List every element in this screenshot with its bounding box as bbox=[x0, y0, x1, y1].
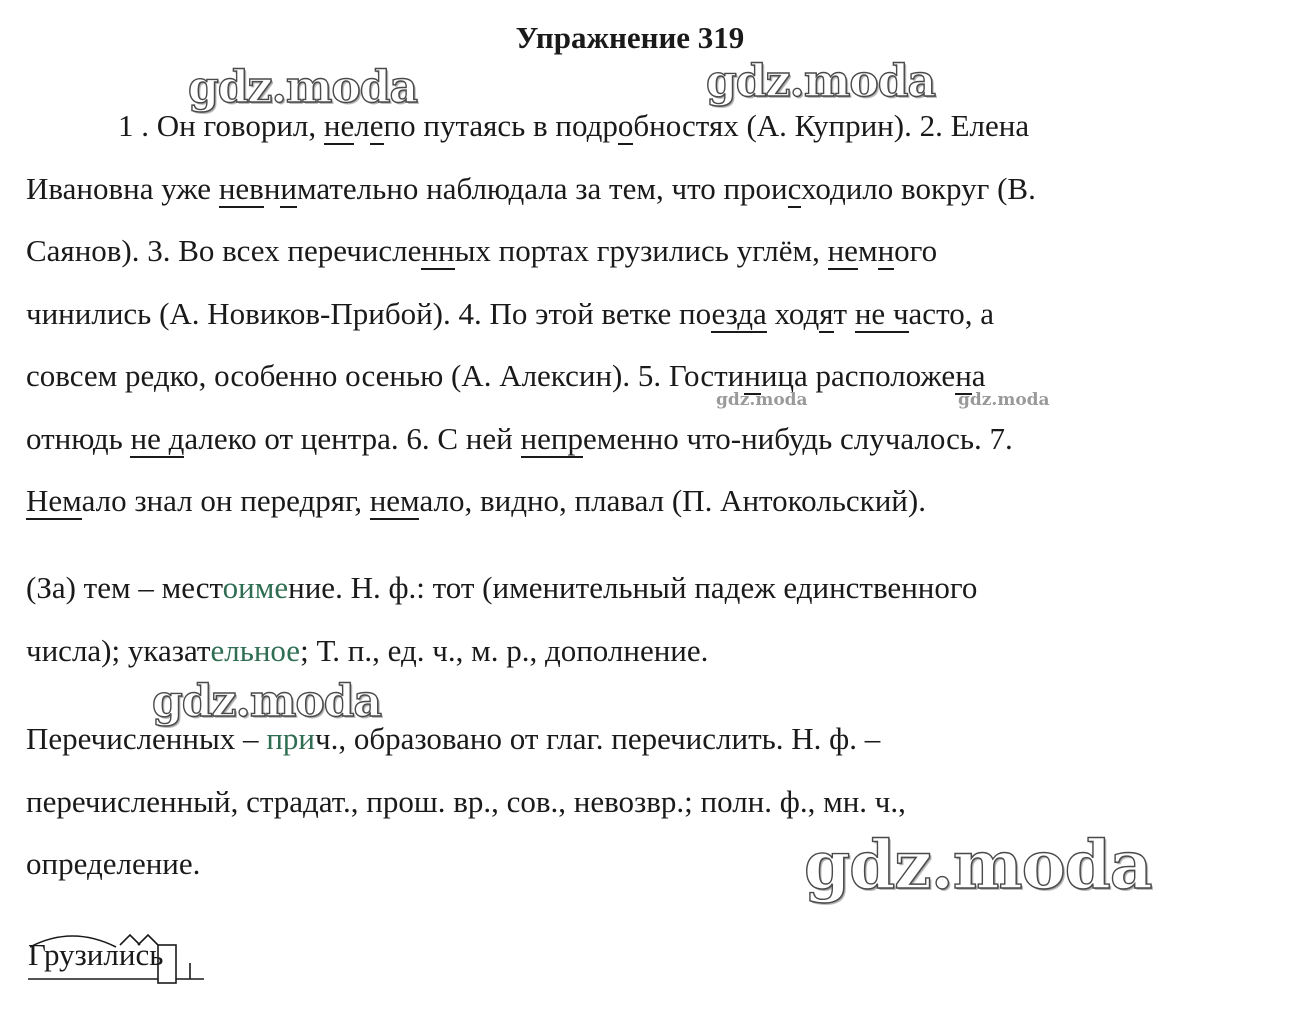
morphemic-word: Грузились bbox=[28, 937, 164, 972]
text-line bbox=[26, 833, 1246, 896]
underlined-orthogram: я bbox=[819, 295, 834, 331]
text-line bbox=[26, 708, 1246, 771]
underlined-orthogram: Нем bbox=[26, 483, 82, 518]
text-line bbox=[26, 283, 1246, 346]
analysis-tem bbox=[26, 557, 1246, 682]
text-segment: Перечисленных – bbox=[26, 721, 267, 756]
text-segment: мательно наблюдала за тем, что прои bbox=[297, 170, 788, 206]
underlined-orthogram: непр bbox=[520, 420, 583, 456]
text-line bbox=[26, 620, 1246, 683]
analysis-perechislennyh bbox=[26, 708, 1246, 896]
underlined-orthogram: не ч bbox=[854, 295, 909, 331]
text-segment: ица расположе bbox=[760, 358, 956, 393]
watermark: gdz.moda bbox=[716, 390, 808, 410]
text-segment: определение. bbox=[26, 846, 201, 881]
underlined-orthogram: с bbox=[787, 170, 802, 206]
text-line bbox=[26, 470, 1246, 533]
text-segment: совсем редко, особенно осенью (А. Алексин). 5. Гости bbox=[26, 358, 745, 393]
watermark: gdz.moda bbox=[706, 56, 936, 107]
text-segment: ало знал он передряг, bbox=[81, 483, 370, 518]
text-line bbox=[26, 345, 1246, 408]
text-segment: ход bbox=[766, 295, 820, 331]
watermark: gdz.moda bbox=[188, 62, 418, 113]
underlined-orthogram: и bbox=[280, 170, 297, 206]
underlined-orthogram: не bbox=[323, 108, 355, 143]
text-segment: асто, а bbox=[908, 295, 994, 331]
text-segment: ых портах грузились углём, bbox=[454, 233, 828, 268]
text-segment: алеко от центра. 6. С ней bbox=[184, 420, 521, 456]
underlined-orthogram: н bbox=[744, 358, 761, 393]
text-line bbox=[26, 220, 1246, 283]
text-segment: числа); указат bbox=[26, 632, 211, 668]
text-segment: н bbox=[263, 170, 281, 206]
underlined-orthogram: н bbox=[955, 358, 972, 393]
highlighted-segment: оиме bbox=[222, 570, 289, 605]
postfix-bracket bbox=[176, 963, 204, 979]
text-segment: по путаясь в подр bbox=[383, 108, 618, 143]
text-segment: еменно что-нибудь случалось. 7. bbox=[582, 420, 1013, 456]
text-segment: ние. Н. ф.: тот (именительный падеж единственного bbox=[288, 570, 978, 605]
text-segment: 1 . Он говорил, bbox=[118, 108, 324, 143]
highlighted-segment: ельное bbox=[210, 632, 301, 668]
text-line bbox=[26, 95, 1246, 158]
underlined-orthogram: не bbox=[827, 233, 858, 268]
text-segment: ого bbox=[894, 233, 938, 268]
underlined-orthogram: не д bbox=[130, 420, 185, 456]
text-segment: л bbox=[354, 108, 370, 143]
underlined-orthogram: нн bbox=[421, 233, 455, 268]
main-text bbox=[26, 95, 1246, 533]
highlighted-segment: при bbox=[266, 721, 315, 756]
text-segment: ; Т. п., ед. ч., м. р., дополнение. bbox=[300, 632, 709, 668]
underlined-orthogram: нем bbox=[369, 483, 420, 518]
text-segment: ходило вокруг (В. bbox=[801, 170, 1036, 206]
underlined-orthogram: езда bbox=[711, 295, 767, 331]
morphemic-analysis bbox=[24, 915, 204, 985]
exercise-title: Упражнение 319 bbox=[515, 20, 745, 55]
text-segment: перечисленный, страдат., прош. вр., сов., невозвр.; полн. ф., мн. ч., bbox=[26, 783, 906, 819]
underlined-orthogram: нев bbox=[218, 170, 264, 206]
underlined-orthogram: е bbox=[369, 108, 384, 143]
text-segment: м bbox=[857, 233, 878, 268]
watermark: gdz.moda bbox=[958, 390, 1050, 410]
text-segment: т bbox=[833, 295, 855, 331]
text-line bbox=[26, 771, 1246, 834]
text-segment: а bbox=[971, 358, 986, 393]
watermark: gdz.moda bbox=[152, 676, 382, 727]
watermark: gdz.moda bbox=[804, 826, 1152, 904]
text-segment: отнюдь bbox=[26, 420, 131, 456]
text-segment: Ивановна уже bbox=[26, 170, 219, 206]
underlined-orthogram: н bbox=[877, 233, 895, 268]
text-segment: (За) тем – мест bbox=[26, 570, 223, 605]
text-line bbox=[26, 557, 1246, 620]
text-segment: чинились (А. Новиков-Прибой). 4. По этой ветке по bbox=[26, 295, 712, 331]
text-segment: ало, видно, плавал (П. Антокольский). bbox=[419, 483, 926, 518]
text-line bbox=[26, 158, 1246, 221]
text-segment: ч., образовано от глаг. перечислить. Н. ф. – bbox=[315, 721, 881, 756]
text-line bbox=[26, 408, 1246, 471]
underlined-orthogram: о bbox=[617, 108, 634, 143]
text-segment: Саянов). 3. Во всех перечисле bbox=[26, 233, 422, 268]
text-segment: бностях (А. Куприн). 2. Елена bbox=[633, 108, 1030, 143]
